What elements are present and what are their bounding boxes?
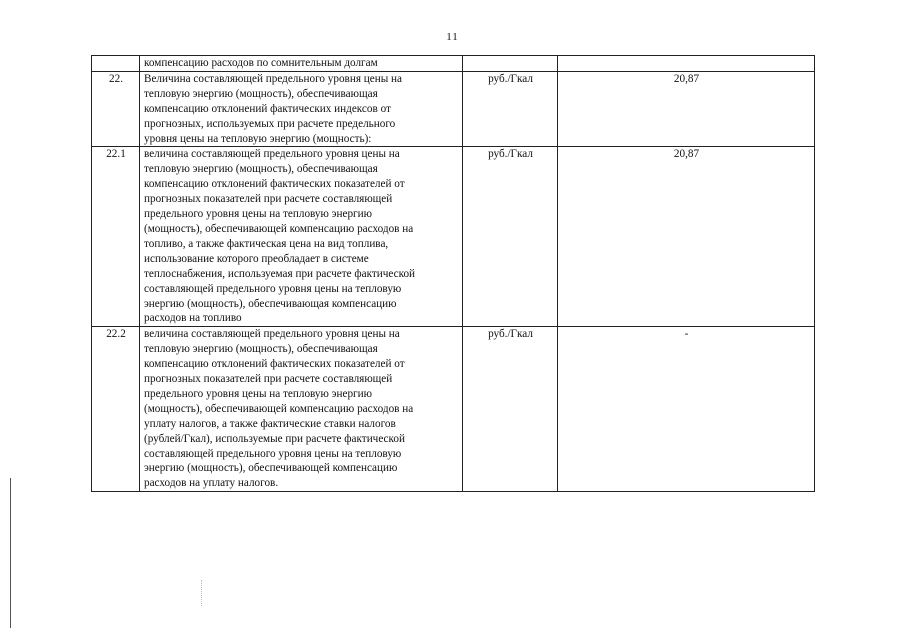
row-description: Величина составляющей предельного уровня цены на тепловую энергию (мощность), обеспечивающая компенсацию отклонений фактических индексов от прогнозных, используемых при расчете предельного уровня цены на тепловую энергию (мощность): xyxy=(140,71,463,147)
row-description: величина составляющей предельного уровня цены на тепловую энергию (мощность), обеспечивающая компенсацию отклонений фактических показателей от прогнозных показателей при расчете составляющей предельного уровня цены на тепловую энергию (мощность), обеспечивающей компенсацию расходов на уплату налогов, а также фактические ставки налогов (рублей/Гкал), используемые при расчете фактической составляющей предельного уровня цены на тепловую энергию (мощность), обеспечивающей компенсацию расходов на уплату налогов. xyxy=(140,327,463,492)
row-description: компенсацию расходов по сомнительным долгам xyxy=(140,56,463,72)
page-number: 11 xyxy=(446,31,459,43)
row-value: - xyxy=(558,327,815,492)
table-row xyxy=(92,71,815,147)
table-row xyxy=(92,147,815,327)
row-number xyxy=(92,56,140,72)
row-value xyxy=(558,56,815,72)
row-number: 22.1 xyxy=(92,147,140,327)
row-unit: руб./Гкал xyxy=(463,327,558,492)
scan-artifact xyxy=(201,580,203,606)
row-number: 22.2 xyxy=(92,327,140,492)
table-row xyxy=(92,327,815,492)
table-row xyxy=(92,56,815,72)
scan-margin-line xyxy=(10,478,11,628)
row-unit xyxy=(463,56,558,72)
row-unit: руб./Гкал xyxy=(463,147,558,327)
row-unit: руб./Гкал xyxy=(463,71,558,147)
row-number: 22. xyxy=(92,71,140,147)
row-value: 20,87 xyxy=(558,147,815,327)
row-description: величина составляющей предельного уровня цены на тепловую энергию (мощность), обеспечивающая компенсацию отклонений фактических показателей от прогнозных показателей при расчете составляющей предельного уровня цены на тепловую энергию (мощность), обеспечивающей компенсацию расходов на топливо, а также фактическая цена на вид топлива, использование которого преобладает в системе теплоснабжения, используемая при расчете фактической составляющей предельного уровня цены на тепловую энергию (мощность), обеспечивающая компенсацию расходов на топливо xyxy=(140,147,463,327)
tariff-table xyxy=(91,55,815,492)
row-value: 20,87 xyxy=(558,71,815,147)
